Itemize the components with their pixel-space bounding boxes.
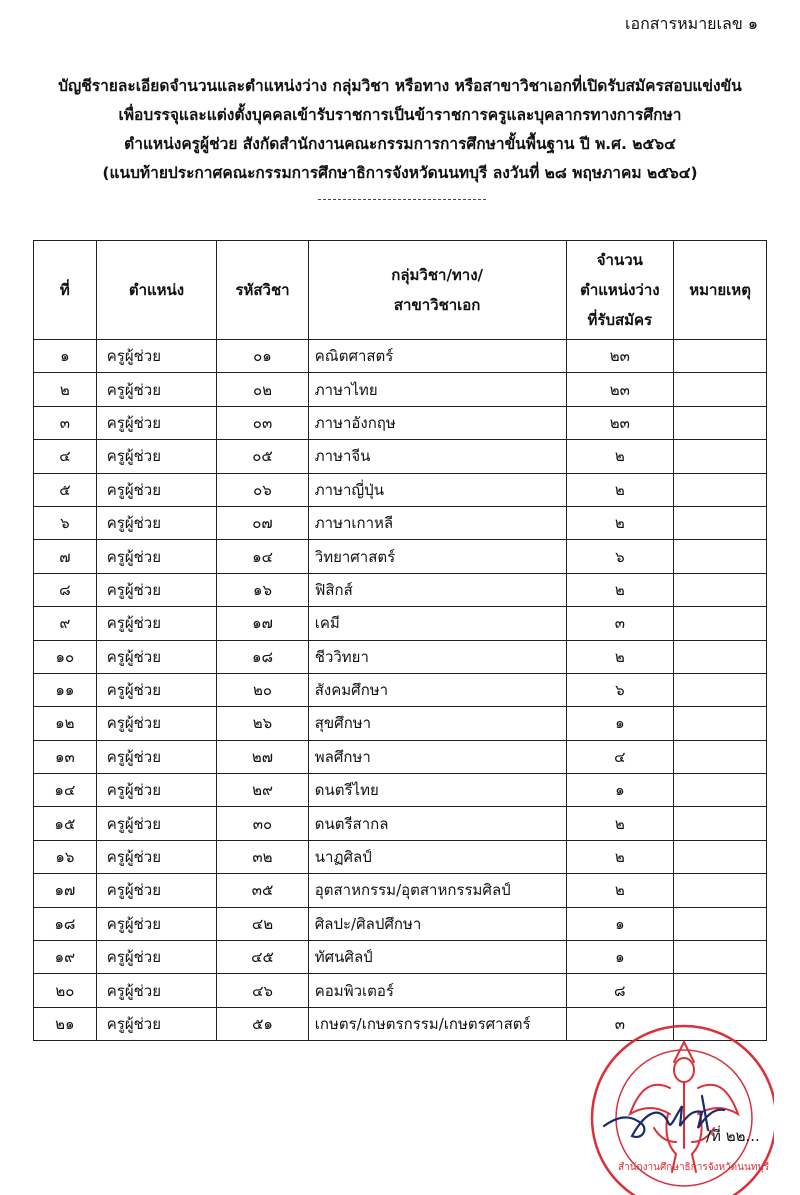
heading-line-4: (แนบท้ายประกาศคณะกรรมการศึกษาธิการจังหวัดนนทบุรี ลงวันที่ ๒๘ พฤษภาคม ๒๕๖๔) [102, 164, 698, 182]
cell-position: ครูผู้ช่วย [96, 740, 217, 773]
cell-note [674, 740, 767, 773]
cell-no: ๑๕ [34, 807, 97, 840]
cell-note [674, 540, 767, 573]
table-row [34, 340, 767, 373]
cell-position: ครูผู้ช่วย [96, 640, 217, 673]
table-row [34, 473, 767, 506]
header-count-line-3: ที่รับสมัคร [587, 311, 653, 329]
cell-code: ๑๖ [217, 573, 309, 606]
cell-code: ๔๒ [217, 907, 309, 940]
cell-count: ๔ [566, 740, 674, 773]
cell-code: ๓๕ [217, 874, 309, 907]
cell-count: ๒๓ [566, 340, 674, 373]
cell-position: ครูผู้ช่วย [96, 974, 217, 1007]
cell-code: ๒๐ [217, 673, 309, 706]
cell-subject: สุขศึกษา [308, 707, 566, 740]
cell-subject: ดนตรีไทย [308, 774, 566, 807]
header-no: ที่ [34, 241, 97, 340]
cell-code: ๑๔ [217, 540, 309, 573]
cell-code: ๓๒ [217, 840, 309, 873]
heading-line-3: ตำแหน่งครูผู้ช่วย สังกัดสำนักงานคณะกรรมการการศึกษาขั้นพื้นฐาน ปี พ.ศ. ๒๕๖๔ [124, 135, 676, 153]
table-row [34, 840, 767, 873]
table-header-row [34, 241, 767, 340]
cell-position: ครูผู้ช่วย [96, 1007, 217, 1040]
cell-note [674, 506, 767, 539]
cell-note [674, 573, 767, 606]
cell-position: ครูผู้ช่วย [96, 907, 217, 940]
stamp-text: สำนักงานศึกษาธิการจังหวัดนนทบุรี [618, 1162, 770, 1173]
cell-no: ๑๓ [34, 740, 97, 773]
cell-position: ครูผู้ช่วย [96, 406, 217, 439]
cell-code: ๐๓ [217, 406, 309, 439]
cell-note [674, 941, 767, 974]
cell-note [674, 807, 767, 840]
cell-subject: ทัศนศิลป์ [308, 941, 566, 974]
heading-line-2: เพื่อบรรจุและแต่งตั้งบุคคลเข้ารับราชการเป็นข้าราชการครูและบุคลากรทางการศึกษา [118, 106, 682, 124]
table-row [34, 740, 767, 773]
cell-subject: ศิลปะ/ศิลปศึกษา [308, 907, 566, 940]
cell-code: ๔๖ [217, 974, 309, 1007]
table-row [34, 607, 767, 640]
header-count-line-1: จำนวน [596, 251, 643, 269]
table-row [34, 673, 767, 706]
cell-no: ๖ [34, 506, 97, 539]
cell-count: ๑ [566, 707, 674, 740]
header-count-line-2: ตำแหน่งว่าง [580, 281, 660, 299]
cell-subject: ดนตรีสากล [308, 807, 566, 840]
cell-subject: สังคมศึกษา [308, 673, 566, 706]
cell-no: ๗ [34, 540, 97, 573]
cell-count: ๓ [566, 1007, 674, 1040]
cell-subject: อุตสาหกรรม/อุตสาหกรรมศิลป์ [308, 874, 566, 907]
table-row [34, 440, 767, 473]
cell-count: ๑ [566, 774, 674, 807]
cell-position: ครูผู้ช่วย [96, 373, 217, 406]
vacancy-table [33, 240, 767, 1041]
cell-note [674, 373, 767, 406]
table-row [34, 907, 767, 940]
table-row [34, 874, 767, 907]
cell-subject: ภาษาญี่ปุ่น [308, 473, 566, 506]
header-subject-line-1: กลุ่มวิชา/ทาง/ [391, 266, 484, 284]
cell-no: ๑๘ [34, 907, 97, 940]
cell-code: ๒๗ [217, 740, 309, 773]
cell-code: ๐๗ [217, 506, 309, 539]
cell-note [674, 340, 767, 373]
table-row [34, 774, 767, 807]
cell-code: ๐๑ [217, 340, 309, 373]
header-position: ตำแหน่ง [96, 241, 217, 340]
cell-code: ๔๕ [217, 941, 309, 974]
header-subject-line-2: สาขาวิชาเอก [393, 296, 481, 314]
cell-subject: ชีววิทยา [308, 640, 566, 673]
cell-count: ๓ [566, 607, 674, 640]
table-row [34, 941, 767, 974]
cell-position: ครูผู้ช่วย [96, 673, 217, 706]
cell-no: ๑๐ [34, 640, 97, 673]
cell-subject: วิทยาศาสตร์ [308, 540, 566, 573]
document-heading [30, 72, 770, 188]
page-continuation-ref: /ที่ ๒๒... [706, 1127, 760, 1145]
cell-no: ๑๑ [34, 673, 97, 706]
cell-position: ครูผู้ช่วย [96, 473, 217, 506]
cell-count: ๒ [566, 807, 674, 840]
cell-code: ๒๖ [217, 707, 309, 740]
cell-count: ๒ [566, 506, 674, 539]
cell-note [674, 440, 767, 473]
cell-note [674, 473, 767, 506]
cell-position: ครูผู้ช่วย [96, 774, 217, 807]
cell-code: ๐๖ [217, 473, 309, 506]
cell-no: ๓ [34, 406, 97, 439]
cell-no: ๑๖ [34, 840, 97, 873]
cell-position: ครูผู้ช่วย [96, 440, 217, 473]
cell-count: ๒๓ [566, 373, 674, 406]
cell-note [674, 607, 767, 640]
cell-subject: ภาษาอังกฤษ [308, 406, 566, 439]
cell-position: ครูผู้ช่วย [96, 573, 217, 606]
cell-code: ๒๙ [217, 774, 309, 807]
cell-no: ๕ [34, 473, 97, 506]
cell-position: ครูผู้ช่วย [96, 840, 217, 873]
cell-note [674, 774, 767, 807]
cell-code: ๐๕ [217, 440, 309, 473]
table-row [34, 406, 767, 439]
cell-position: ครูผู้ช่วย [96, 540, 217, 573]
cell-subject: เคมี [308, 607, 566, 640]
header-code: รหัสวิชา [217, 241, 309, 340]
cell-no: ๒ [34, 373, 97, 406]
table-row [34, 506, 767, 539]
cell-no: ๑๙ [34, 941, 97, 974]
cell-count: ๖ [566, 673, 674, 706]
cell-position: ครูผู้ช่วย [96, 340, 217, 373]
cell-subject: ฟิสิกส์ [308, 573, 566, 606]
cell-count: ๒ [566, 573, 674, 606]
header-note: หมายเหตุ [674, 241, 767, 340]
cell-no: ๑ [34, 340, 97, 373]
cell-position: ครูผู้ช่วย [96, 941, 217, 974]
cell-count: ๘ [566, 974, 674, 1007]
cell-no: ๒๑ [34, 1007, 97, 1040]
cell-count: ๒๓ [566, 406, 674, 439]
cell-count: ๖ [566, 540, 674, 573]
cell-note [674, 840, 767, 873]
header-count [566, 241, 674, 340]
table-row [34, 573, 767, 606]
table-body [34, 340, 767, 1041]
cell-count: ๒ [566, 473, 674, 506]
cell-no: ๒๐ [34, 974, 97, 1007]
table-row [34, 807, 767, 840]
cell-note [674, 707, 767, 740]
cell-no: ๑๔ [34, 774, 97, 807]
cell-note [674, 406, 767, 439]
cell-subject: พลศึกษา [308, 740, 566, 773]
cell-code: ๑๘ [217, 640, 309, 673]
dashed-divider [318, 199, 486, 200]
table-row [34, 707, 767, 740]
cell-position: ครูผู้ช่วย [96, 506, 217, 539]
cell-no: ๘ [34, 573, 97, 606]
cell-subject: เกษตร/เกษตรกรรม/เกษตรศาสตร์ [308, 1007, 566, 1040]
cell-position: ครูผู้ช่วย [96, 807, 217, 840]
cell-count: ๒ [566, 874, 674, 907]
heading-line-1: บัญชีรายละเอียดจำนวนและตำแหน่งว่าง กลุ่มวิชา หรือทาง หรือสาขาวิชาเอกที่เปิดรับสมัครสอบแข่งขัน [58, 77, 742, 95]
table-row [34, 974, 767, 1007]
cell-position: ครูผู้ช่วย [96, 874, 217, 907]
cell-note [674, 640, 767, 673]
cell-subject: ภาษาไทย [308, 373, 566, 406]
cell-code: ๐๒ [217, 373, 309, 406]
cell-code: ๑๗ [217, 607, 309, 640]
cell-note [674, 907, 767, 940]
cell-subject: คณิตศาสตร์ [308, 340, 566, 373]
cell-no: ๙ [34, 607, 97, 640]
cell-count: ๑ [566, 907, 674, 940]
cell-code: ๓๐ [217, 807, 309, 840]
document-number: เอกสารหมายเลข ๑ [624, 14, 758, 33]
cell-code: ๕๑ [217, 1007, 309, 1040]
table-row [34, 373, 767, 406]
table-row [34, 540, 767, 573]
cell-note [674, 874, 767, 907]
cell-no: ๑๗ [34, 874, 97, 907]
cell-no: ๑๒ [34, 707, 97, 740]
cell-subject: ภาษาเกาหลี [308, 506, 566, 539]
cell-note [674, 673, 767, 706]
cell-position: ครูผู้ช่วย [96, 607, 217, 640]
cell-subject: ภาษาจีน [308, 440, 566, 473]
header-subject [308, 241, 566, 340]
cell-count: ๒ [566, 640, 674, 673]
cell-note [674, 974, 767, 1007]
cell-count: ๑ [566, 941, 674, 974]
cell-subject: คอมพิวเตอร์ [308, 974, 566, 1007]
cell-count: ๒ [566, 840, 674, 873]
table-row [34, 640, 767, 673]
cell-position: ครูผู้ช่วย [96, 707, 217, 740]
cell-count: ๒ [566, 440, 674, 473]
cell-subject: นาฏศิลป์ [308, 840, 566, 873]
cell-no: ๔ [34, 440, 97, 473]
office-seal-stamp [584, 1018, 774, 1195]
